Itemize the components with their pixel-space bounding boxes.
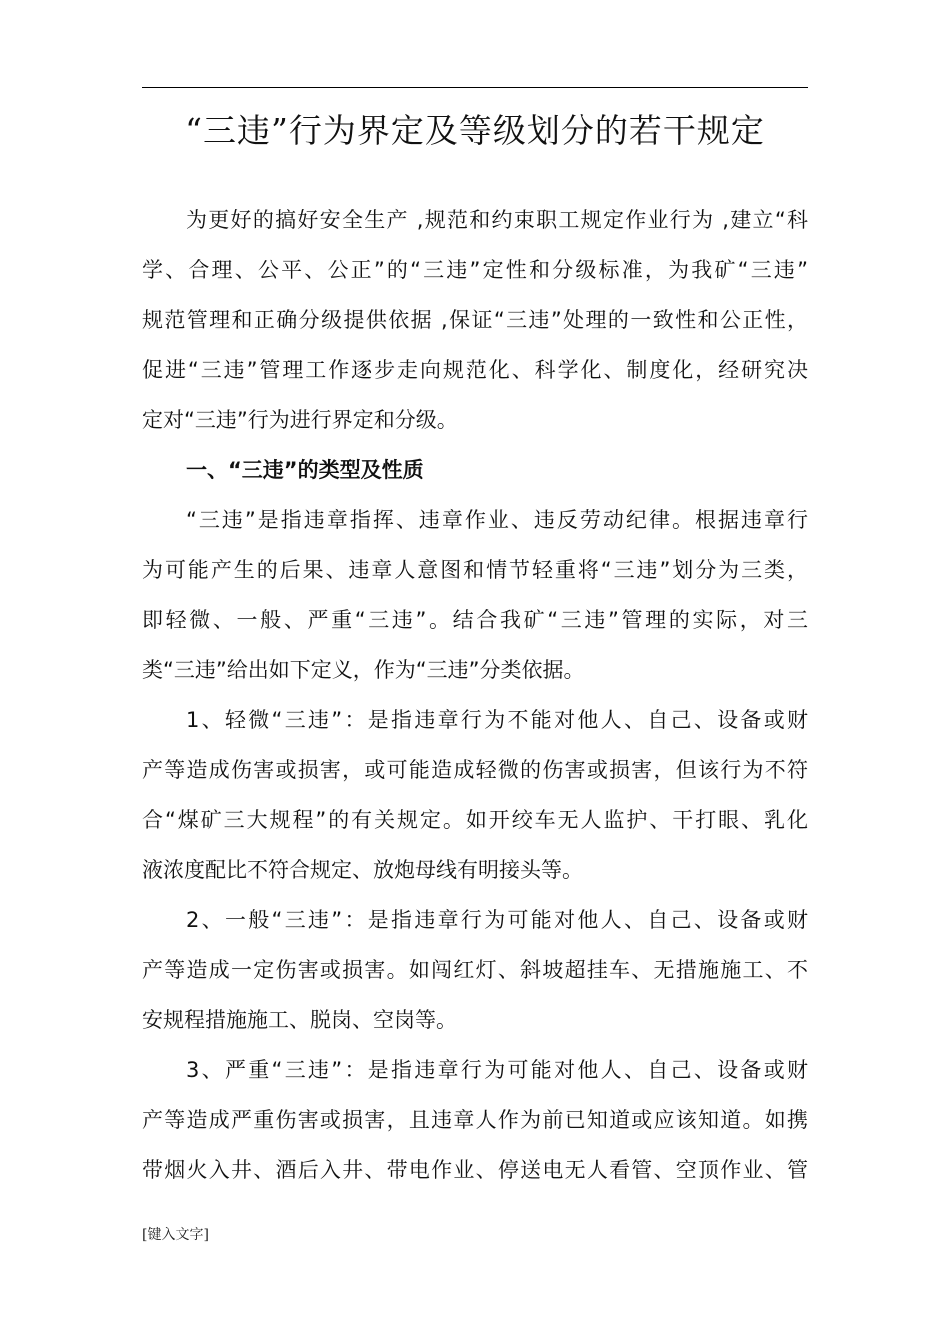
text-line: 合“煤矿三大规程”的有关规定。如开绞车无人监护、干打眼、乳化 bbox=[142, 808, 808, 832]
text-line: 3、严重“三违”：是指违章行为可能对他人、自己、设备或财 bbox=[186, 1058, 808, 1082]
text-line: 规范管理和正确分级提供依据 ,保证“三违”处理的一致性和公正性， bbox=[142, 308, 808, 332]
text-line: 为可能产生的后果、违章人意图和情节轻重将“三违”划分为三类， bbox=[142, 558, 808, 582]
text-line: 带烟火入井、酒后入井、带电作业、停送电无人看管、空顶作业、管 bbox=[142, 1158, 808, 1182]
text-line: 为更好的搞好安全生产 ,规范和约束职工规定作业行为 ,建立“科 bbox=[186, 208, 808, 232]
paragraph bbox=[142, 1045, 808, 1195]
text-line: 定对“三违”行为进行界定和分级。 bbox=[142, 408, 458, 432]
text-line: 产等造成伤害或损害，或可能造成轻微的伤害或损害，但该行为不符 bbox=[142, 758, 808, 782]
header-rule bbox=[142, 87, 808, 88]
text-line: 2、一般“三违”：是指违章行为可能对他人、自己、设备或财 bbox=[186, 908, 808, 932]
page-footer: [键入文字] bbox=[142, 1227, 209, 1243]
text-line: 学、合理、公平、公正”的“三违”定性和分级标准，为我矿“三违” bbox=[142, 258, 808, 282]
paragraph bbox=[142, 695, 808, 895]
text-line: 安规程措施施工、脱岗、空岗等。 bbox=[142, 1008, 457, 1032]
paragraph bbox=[142, 495, 808, 695]
section-heading bbox=[142, 445, 808, 495]
text-line: “三违”是指违章指挥、违章作业、违反劳动纪律。根据违章行 bbox=[186, 508, 808, 532]
text-line: 液浓度配比不符合规定、放炮母线有明接头等。 bbox=[142, 858, 583, 882]
text-line: 即轻微、一般、严重“三违”。结合我矿“三违”管理的实际，对三 bbox=[142, 608, 808, 632]
text-line: 产等造成一定伤害或损害。如闯红灯、斜坡超挂车、无措施施工、不 bbox=[142, 958, 808, 982]
paragraph bbox=[142, 195, 808, 445]
text-line: 产等造成严重伤害或损害，且违章人作为前已知道或应该知道。如携 bbox=[142, 1108, 808, 1132]
paragraph bbox=[142, 895, 808, 1045]
text-line: 类“三违”给出如下定义，作为“三违”分类依据。 bbox=[142, 658, 585, 682]
document-title: “三违”行为界定及等级划分的若干规定 bbox=[185, 111, 765, 150]
document-body bbox=[142, 195, 808, 1195]
heading-line: 一、“三违”的类型及性质 bbox=[186, 458, 424, 482]
text-line: 1、轻微“三违”：是指违章行为不能对他人、自己、设备或财 bbox=[186, 708, 808, 732]
text-line: 促进“三违”管理工作逐步走向规范化、科学化、制度化，经研究决 bbox=[142, 358, 808, 382]
